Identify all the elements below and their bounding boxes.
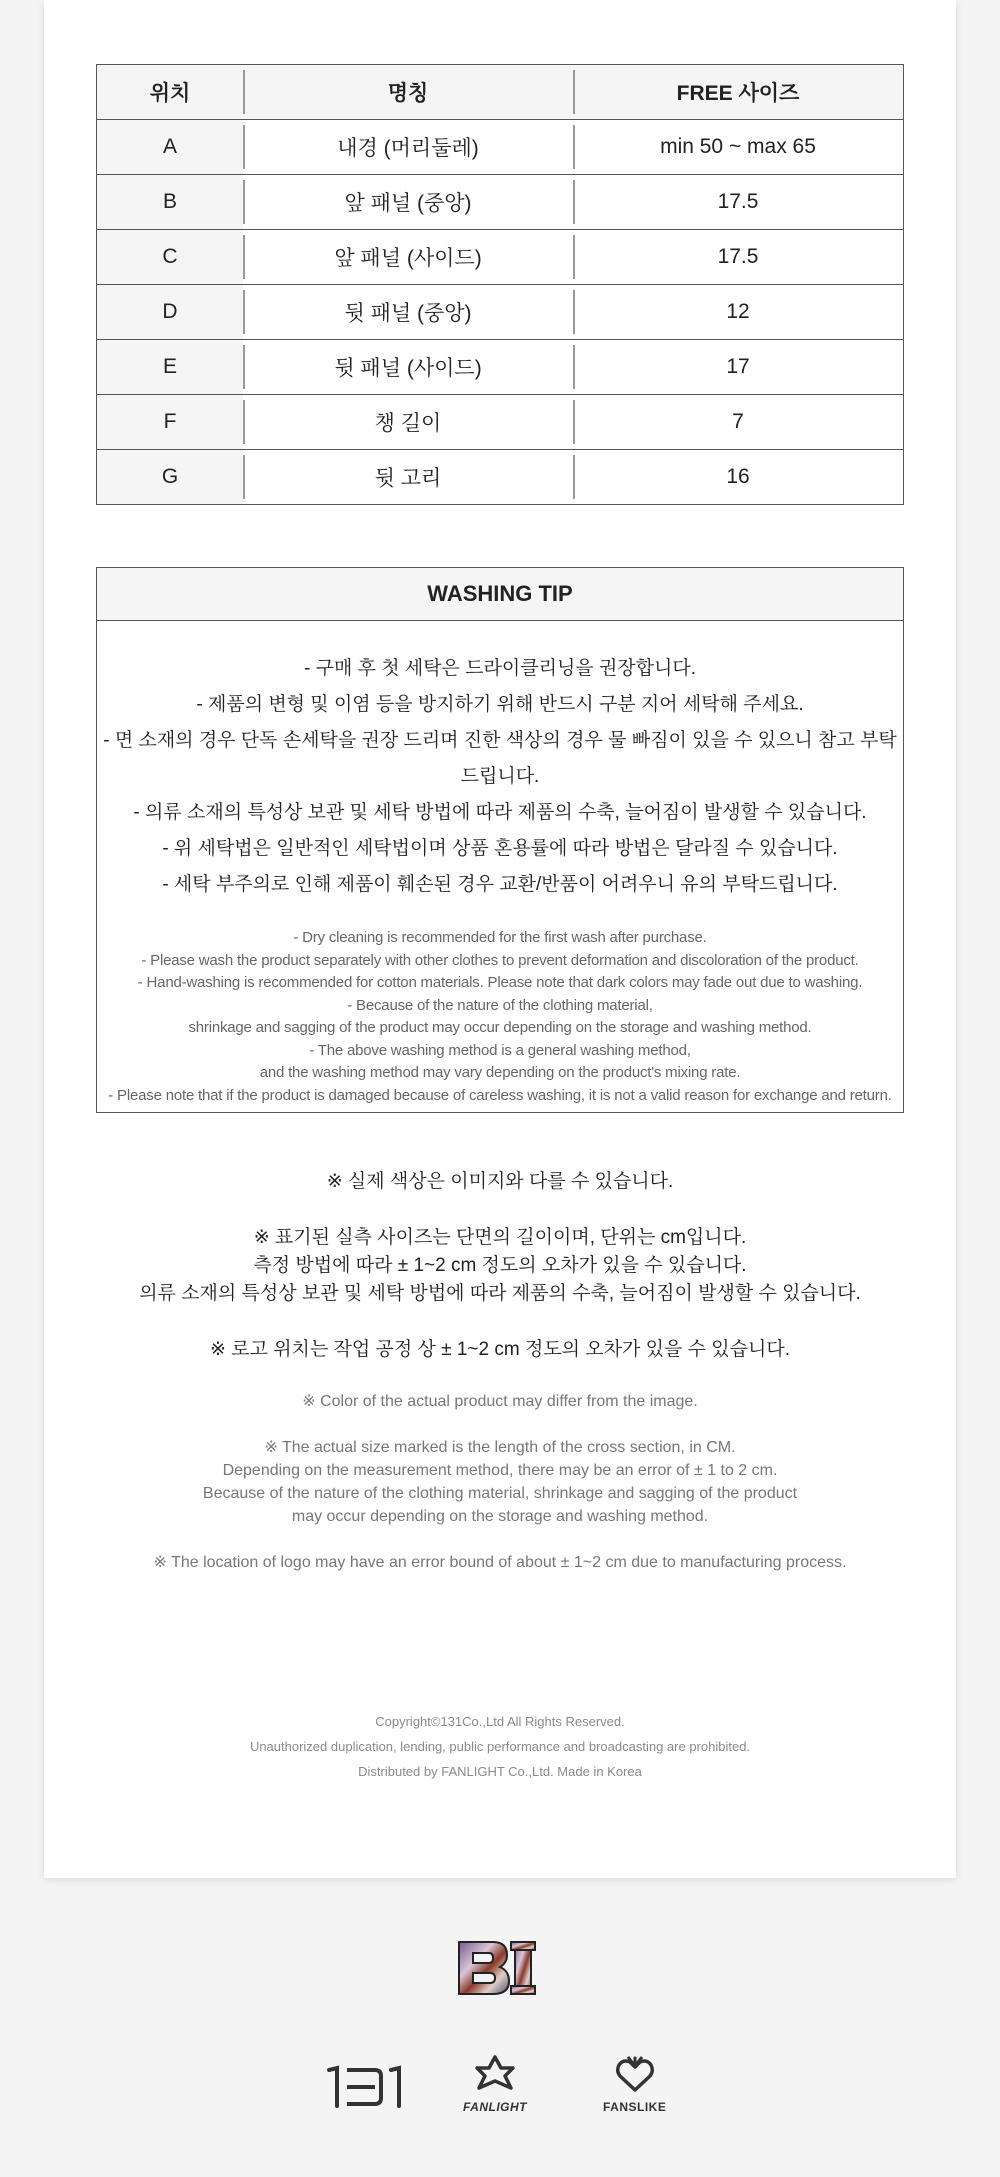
- table-row: [97, 120, 904, 175]
- washing-tip-en-line: shrinkage and sagging of the product may occur depending on the storage and washing method.: [188, 1019, 812, 1036]
- note-size-en: Depending on the measurement method, there may be an error of ± 1 to 2 cm.: [222, 1462, 778, 1479]
- header-name: 명칭: [243, 65, 573, 120]
- row-size: 17: [573, 340, 904, 395]
- row-position: A: [97, 120, 244, 175]
- note-size-ko: ※ 표기된 실측 사이즈는 단면의 길이이며, 단위는 cm입니다.: [253, 1227, 747, 1248]
- washing-tip-korean: [97, 651, 903, 903]
- copyright-line: Distributed by FANLIGHT Co.,Ltd. Made in Korea: [358, 1764, 642, 1779]
- washing-tip-en-line: - Please wash the product separately with other clothes to prevent deformation and discoloration of the product.: [141, 951, 859, 969]
- row-name: 챙 길이: [243, 395, 573, 450]
- washing-tip-en-line: - Please note that if the product is damaged because of careless washing, it is not a valid reason for exchange and return.: [108, 1086, 892, 1104]
- heart-icon: [614, 2054, 656, 2096]
- note-logo-ko: ※ 로고 위치는 작업 공정 상 ± 1~2 cm 정도의 오차가 있을 수 있습니다.: [210, 1339, 790, 1360]
- size-table-header-row: [97, 65, 904, 120]
- table-row: [97, 450, 904, 505]
- row-name: 내경 (머리둘레): [243, 120, 573, 175]
- notes-korean: [44, 1168, 956, 1364]
- size-table: [96, 64, 904, 505]
- row-size: 17.5: [573, 230, 904, 285]
- row-name: 뒷 패널 (중앙): [243, 285, 573, 340]
- header-free-size: FREE 사이즈: [573, 65, 904, 120]
- fanlight-logo: [463, 2054, 527, 2114]
- row-position: C: [97, 230, 244, 285]
- label-131-icon: [325, 2064, 407, 2110]
- copyright-line: Copyright©131Co.,Ltd All Rights Reserved.: [375, 1714, 625, 1729]
- note-color-ko: ※ 실제 색상은 이미지와 다를 수 있습니다.: [326, 1171, 674, 1192]
- table-row: [97, 175, 904, 230]
- washing-tip-ko-line: - 구매 후 첫 세탁은 드라이클리닝을 권장합니다.: [303, 658, 696, 679]
- header-position: 위치: [97, 65, 244, 120]
- row-size: 17.5: [573, 175, 904, 230]
- star-icon: [473, 2054, 517, 2096]
- note-size-en: ※ The actual size marked is the length of the cross section, in CM.: [264, 1439, 736, 1456]
- table-row: [97, 285, 904, 340]
- copyright-block: [44, 1709, 956, 1784]
- row-name: 앞 패널 (중앙): [243, 175, 573, 230]
- notes-english: [44, 1390, 956, 1574]
- note-size-en: Because of the nature of the clothing material, shrinkage and sagging of the product: [202, 1485, 798, 1502]
- note-color-en: ※ Color of the actual product may differ from the image.: [302, 1393, 698, 1410]
- row-position: B: [97, 175, 244, 230]
- row-position: D: [97, 285, 244, 340]
- washing-tip-ko-line: - 의류 소재의 특성상 보관 및 세탁 방법에 따라 제품의 수축, 늘어짐이 발생할 수 있습니다.: [133, 802, 867, 823]
- fanlight-label: FANLIGHT: [463, 2100, 527, 2114]
- washing-tip-ko-line: - 위 세탁법은 일반적인 세탁법이며 상품 혼용률에 따라 방법은 달라질 수 있습니다.: [162, 838, 838, 859]
- note-size-ko: 의류 소재의 특성상 보관 및 세탁 방법에 따라 제품의 수축, 늘어짐이 발생할 수 있습니다.: [139, 1283, 861, 1304]
- note-size-en: may occur depending on the storage and washing method.: [291, 1508, 709, 1525]
- row-position: G: [97, 450, 244, 505]
- row-size: 7: [573, 395, 904, 450]
- washing-tip-en-line: and the washing method may vary depending on the product's mixing rate.: [259, 1064, 741, 1081]
- washing-tip-en-line: - Dry cleaning is recommended for the first wash after purchase.: [293, 929, 707, 946]
- product-detail-card: [44, 0, 956, 1878]
- row-name: 뒷 고리: [243, 450, 573, 505]
- washing-tip-ko-line: - 면 소재의 경우 단독 손세탁을 권장 드리며 진한 색상의 경우 물 빠짐이 있을 수 있으니 참고 부탁드립니다.: [103, 730, 897, 787]
- table-row: [97, 395, 904, 450]
- copyright-line: Unauthorized duplication, lending, public performance and broadcasting are prohibited.: [249, 1739, 751, 1754]
- row-position: F: [97, 395, 244, 450]
- artist-logo: [455, 1938, 545, 1998]
- table-row: [97, 340, 904, 395]
- row-name: 앞 패널 (사이드): [243, 230, 573, 285]
- row-size: 16: [573, 450, 904, 505]
- table-row: [97, 230, 904, 285]
- washing-tip-ko-line: - 제품의 변형 및 이염 등을 방지하기 위해 반드시 구분 지어 세탁해 주세요.: [196, 694, 804, 715]
- washing-tip-english: [97, 927, 903, 1107]
- washing-tip-box: [96, 567, 904, 1113]
- washing-tip-en-line: - Hand-washing is recommended for cotton materials. Please note that dark colors may fade out due to washing.: [137, 974, 863, 991]
- washing-tip-en-line: - Because of the nature of the clothing material,: [347, 996, 653, 1014]
- fanslike-logo: [603, 2054, 666, 2114]
- washing-tip-ko-line: - 세탁 부주의로 인해 제품이 훼손된 경우 교환/반품이 어려우니 유의 부탁드립니다.: [162, 874, 838, 895]
- row-size: min 50 ~ max 65: [573, 120, 904, 175]
- label-131-logo: [325, 2064, 407, 2110]
- row-position: E: [97, 340, 244, 395]
- washing-tip-en-line: - The above washing method is a general washing method,: [309, 1041, 691, 1059]
- washing-tip-title: WASHING TIP: [97, 568, 903, 621]
- note-logo-en: ※ The location of logo may have an error bound of about ± 1~2 cm due to manufacturing process.: [153, 1554, 847, 1571]
- row-size: 12: [573, 285, 904, 340]
- note-size-ko: 측정 방법에 따라 ± 1~2 cm 정도의 오차가 있을 수 있습니다.: [253, 1255, 747, 1276]
- row-name: 뒷 패널 (사이드): [243, 340, 573, 395]
- fanslike-label: FANSLIKE: [603, 2100, 667, 2114]
